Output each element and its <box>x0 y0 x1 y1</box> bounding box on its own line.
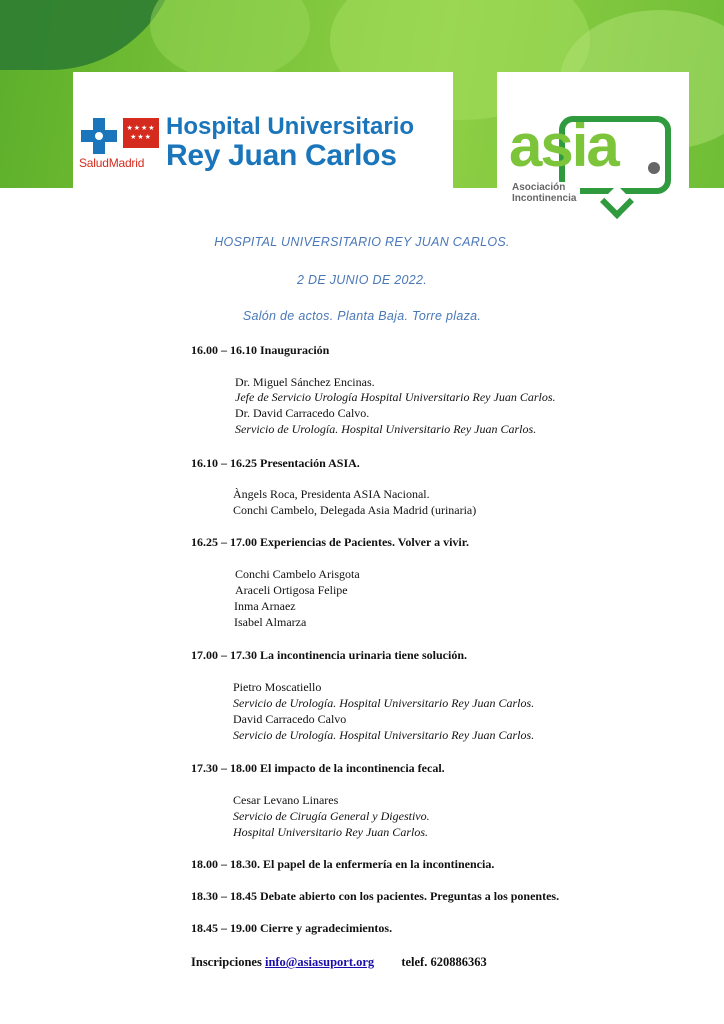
event-date: 2 DE JUNIO DE 2022. <box>296 273 428 287</box>
speaker-line: David Carracedo Calvo <box>233 712 347 726</box>
speaker-line: Dr. Miguel Sánchez Encinas. <box>235 375 375 389</box>
program-item-title: 16.25 – 17.00 Experiencias de Pacientes. Volver a vivir. <box>191 535 469 549</box>
speaker-line: Conchi Cambelo, Delegada Asia Madrid (urinaria) <box>233 503 477 517</box>
speaker-line: Araceli Ortigosa Felipe <box>235 583 348 597</box>
asia-logo <box>497 72 689 214</box>
email-link[interactable]: info@asiasuport.org <box>264 955 375 969</box>
registration-label: Inscripciones <box>191 955 262 969</box>
program-item-title: 18.45 – 19.00 Cierre y agradecimientos. <box>191 921 393 935</box>
asia-sub-line2: Incontinencia <box>512 193 577 204</box>
asia-dot <box>648 162 660 174</box>
speaker-line: Isabel Almarza <box>234 615 307 629</box>
speaker-affiliation: Jefe de Servicio Urología Hospital Universitario Rey Juan Carlos. <box>235 390 556 404</box>
speaker-affiliation: Servicio de Urología. Hospital Universitario Rey Juan Carlos. <box>235 422 537 436</box>
madrid-flag-icon: ★★★★ ★★★ <box>123 118 159 148</box>
registration-info <box>191 955 487 970</box>
hospital-name-line1: Hospital Universitario <box>166 113 415 140</box>
program-item-title: 16.00 – 16.10 Inauguración <box>191 343 330 357</box>
program-item-title: 18.30 – 18.45 Debate abierto con los pacientes. Preguntas a los ponentes. <box>191 889 560 903</box>
speaker-affiliation: Hospital Universitario Rey Juan Carlos. <box>233 825 428 839</box>
phone-number: telef. 620886363 <box>401 955 487 969</box>
salud-madrid-mark <box>81 118 157 156</box>
speaker-affiliation: Servicio de Urología. Hospital Universitario Rey Juan Carlos. <box>233 696 535 710</box>
speaker-line: Cesar Levano Linares <box>233 793 339 807</box>
speaker-line: Conchi Cambelo Arisgota <box>235 567 360 581</box>
asia-wordmark: asia <box>509 112 618 179</box>
speaker-line: Inma Arnaez <box>234 599 296 613</box>
asia-subtitle <box>512 182 580 204</box>
hospital-name-line2: Rey Juan Carlos <box>166 139 397 172</box>
program-item-title: 17.00 – 17.30 La incontinencia urinaria tiene solución. <box>191 648 468 662</box>
event-venue: Salón de actos. Planta Baja. Torre plaza. <box>242 309 482 323</box>
hospital-logo <box>73 72 453 188</box>
program-item-title: 17.30 – 18.00 El impacto de la incontinencia fecal. <box>191 761 445 775</box>
salud-madrid-label: SaludMadrid <box>79 156 145 170</box>
speaker-line: Àngels Roca, Presidenta ASIA Nacional. <box>233 487 430 501</box>
program-item-title: 16.10 – 16.25 Presentación ASIA. <box>191 456 360 470</box>
program-item-title: 18.00 – 18.30. El papel de la enfermería en la incontinencia. <box>191 857 495 871</box>
banner-shape <box>150 0 310 80</box>
asia-sub-line1: Asociación <box>512 182 566 193</box>
speaker-affiliation: Servicio de Urología. Hospital Universitario Rey Juan Carlos. <box>233 728 535 742</box>
event-title: HOSPITAL UNIVERSITARIO REY JUAN CARLOS. <box>214 235 510 249</box>
medical-cross-icon <box>81 118 117 154</box>
speaker-line: Pietro Moscatiello <box>233 680 322 694</box>
speaker-line: Dr. David Carracedo Calvo. <box>235 406 370 420</box>
speaker-affiliation: Servicio de Cirugía General y Digestivo. <box>233 809 430 823</box>
